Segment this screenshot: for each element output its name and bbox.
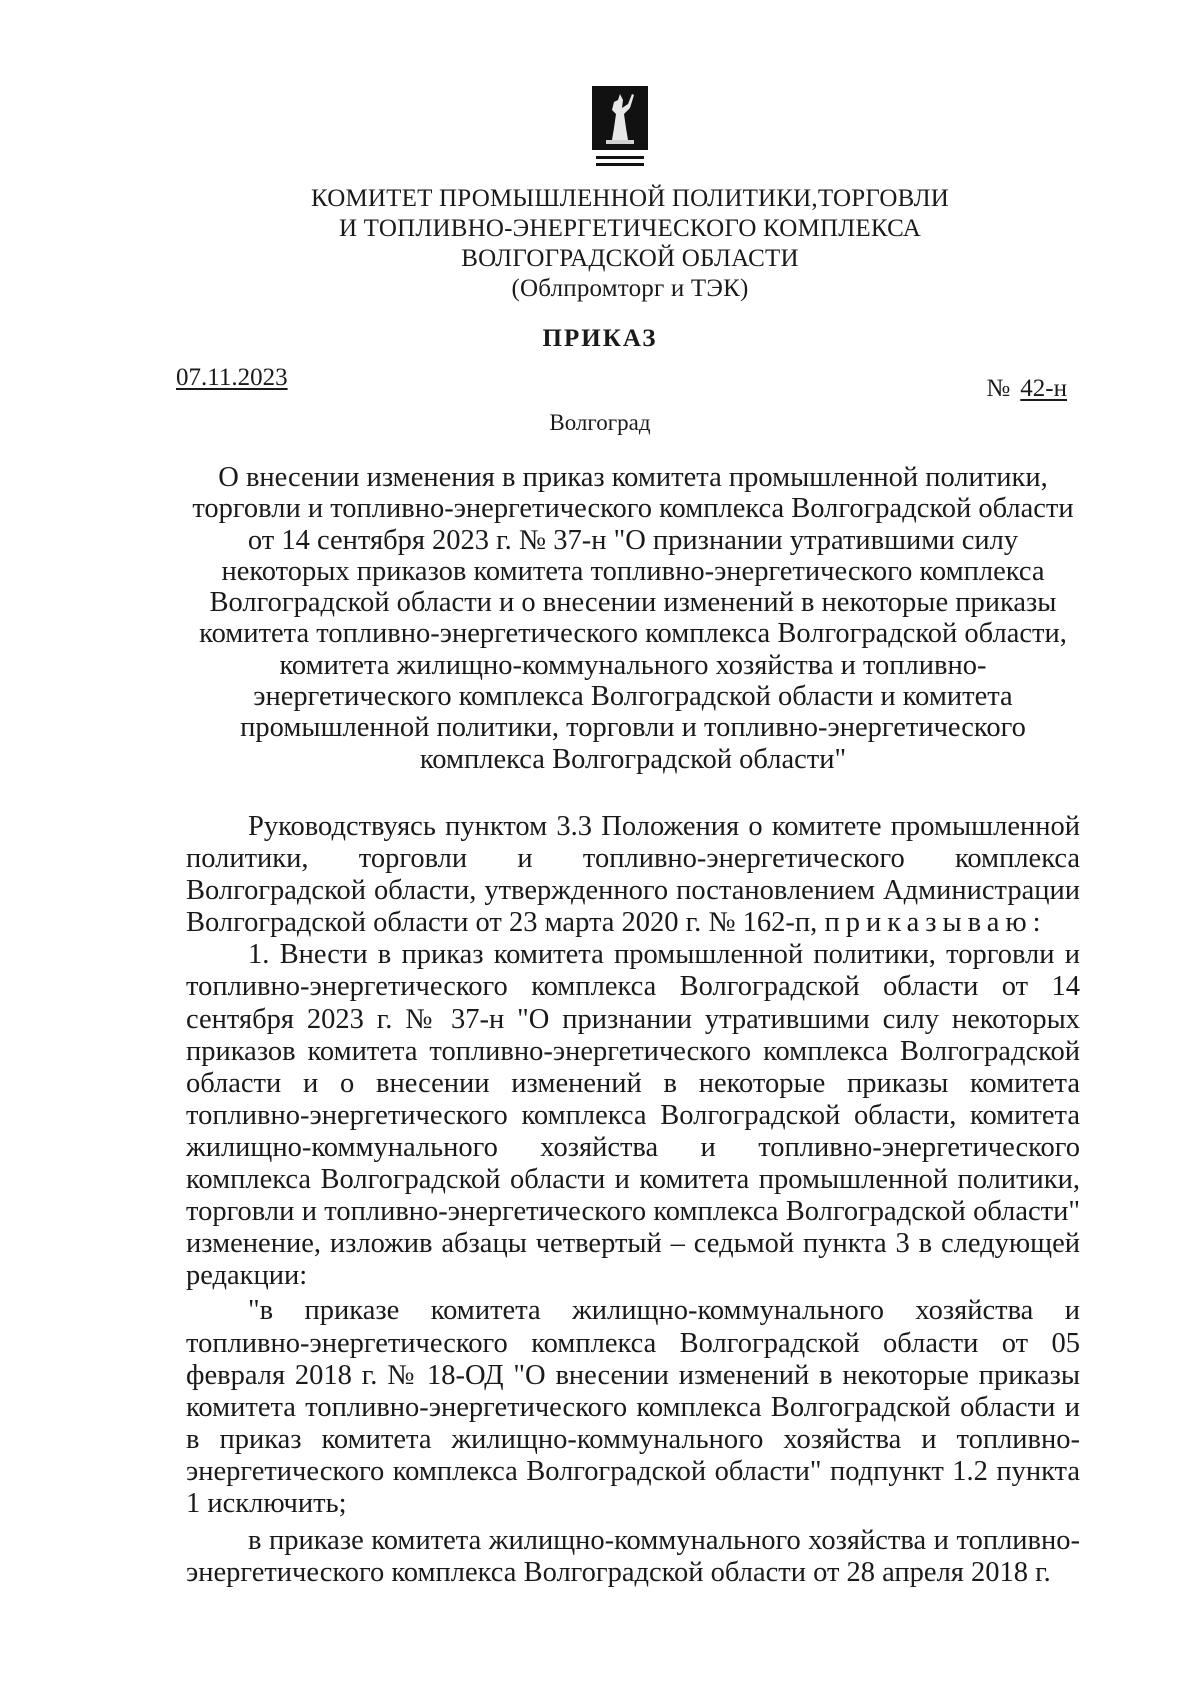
body-paragraph-1-decree: приказываю: [824,907,1047,939]
header-line-1: КОМИТЕТ ПРОМЫШЛЕННОЙ ПОЛИТИКИ,ТОРГОВЛИ [310,185,949,212]
coat-of-arms-emblem [588,84,652,172]
body-paragraph-2: 1. Внести в приказ комитета промышленной политики, торговли и топливно-энергетического комплекса Волгоградской области от 14 сентября 2023 г. № 37-н "О признании утратившими силу некоторых приказов комитета топливно-энергетического комплекса Волгоградской области и о внесении изменений в некоторые приказы комитета топливно-энергетического комплекса Волгоградской области, комитета жилищно-коммунального хозяйства и топливно-энергетического комплекса Волгоградской области и комитета промышленной политики, торговли и топливно-энергетического комплекса Волгоградской области" изменение, изложив абзацы четвертый – седьмой пункта 3 в следующей редакции: [186,939,1080,1292]
body-paragraph-1-text: Руководствуясь пунктом 3.3 Положения о комитете промышленной политики, торговли и топливно-энергетического комплекса Волгоградской области, утвержденного постановлением Администрации Волгоградской области от 23 марта 2020 г. № 162-п, [186,811,1080,939]
organization-header [180,184,1080,304]
order-number [986,375,1067,403]
header-line-3: ВОЛГОГРАДСКОЙ ОБЛАСТИ [461,245,799,272]
body-paragraph-3: "в приказе комитета жилищно-коммунального хозяйства и топливно-энергетического комплекса Волгоградской области от 05 февраля 2018 г. № 18-ОД "О внесении изменений в некоторые приказы комитета топливно-энергетического комплекса Волгоградской области и в приказ комитета жилищно-коммунального хозяйства и топливно-энергетического комплекса Волгоградской области" подпункт 1.2 пункта 1 исключить; [186,1295,1080,1519]
body-paragraph-1 [186,811,1080,939]
header-line-4: (Облпромторг и ТЭК) [511,275,749,302]
order-subject: О внесении изменения в приказ комитета промышленной политики, торговли и топливно-энергетического комплекса Волгоградской области от 14 сентября 2023 г. № 37-н "О признании утратившими силу некоторых приказов комитета топливно-энергетического комплекса Волгоградской области и о внесении изменений в некоторые приказы комитета топливно-энергетического комплекса Волгоградской области, комитета жилищно-коммунального хозяйства и топливно-энергетического комплекса Волгоградской области и комитета промышленной политики, торговли и топливно-энергетического комплекса Волгоградской области" [192,462,1074,775]
order-number-value: 42-н [1020,375,1067,402]
order-title: ПРИКАЗ [542,325,658,352]
order-body [186,811,1080,1589]
order-city: Волгоград [549,410,651,435]
header-line-2: И ТОПЛИВНО-ЭНЕРГЕТИЧЕСКОГО КОМПЛЕКСА [338,215,922,242]
order-date: 07.11.2023 [176,364,288,391]
order-number-prefix: № [986,375,1011,402]
body-paragraph-4: в приказе комитета жилищно-коммунального хозяйства и топливно-энергетического комплекса Волгоградской области от 28 апреля 2018 г. [186,1525,1080,1589]
